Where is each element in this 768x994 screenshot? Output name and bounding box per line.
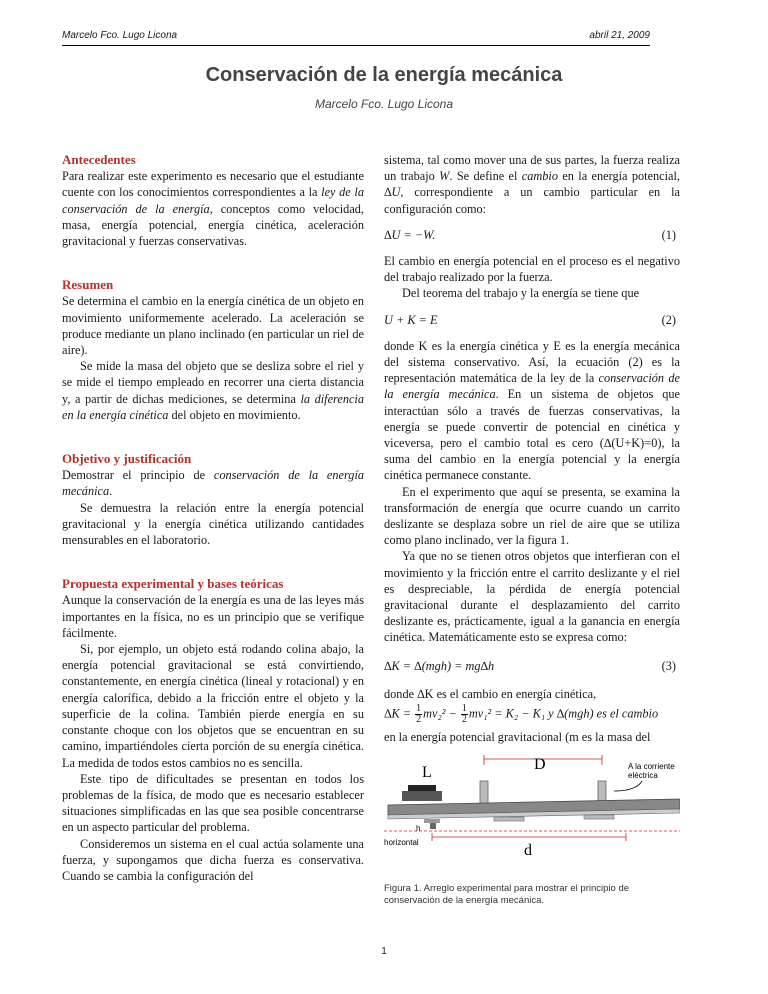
page-author: Marcelo Fco. Lugo Licona xyxy=(314,97,454,111)
paragraph-sistema: sistema, tal como mover una de sus partes, la fuerza realiza un trabajo W. Se define el cambio en la energía potencial, ∆U, correspondiente a un cambio particular en la configuración como: xyxy=(384,153,680,216)
block-h xyxy=(430,823,436,829)
paragraph-propuesta-2: Si, por ejemplo, un objeto está rodando colina abajo, la energía potencial gravitacional se está convirtiendo, constantemente, en energía cinética (lineal y rotacional) y en energía calorífica, debido a la fricción entre el objeto y la superficie de la colina. También pierde energía en su constante choque con los objetos que se encuentran en su camino, impartiéndoles cierta porción de su energía cinética. La medida de todos estos cambios no es sencilla. xyxy=(62,642,364,770)
equation-1: ∆U = −W. (1) xyxy=(384,227,676,242)
left-column xyxy=(62,152,364,884)
label-d: d xyxy=(524,842,532,860)
arrow-corriente xyxy=(614,781,642,791)
paragraph-teorema: Del teorema del trabajo y la energía se tiene que xyxy=(402,286,640,301)
paragraph-propuesta-3: Este tipo de dificultades se presentan en todos los problemas de la física, de modo que es necesario establecer situaciones simplificadas en las que sea posible concentrarse en un aspecto particular del problema. xyxy=(62,771,364,835)
label-h: h xyxy=(416,824,421,834)
paragraph-friccion: Ya que no se tienen otros objetos que interfieran con el movimiento y la fricción entre el carrito deslizante y el riel es despreciable, la pérdida de energía potencial gravitacional durante el desplazamiento del carrito deslizante es, prácticamente, igual a la ganancia en energía cinética. Matemáticamente esto se expresa como: xyxy=(384,549,680,645)
label-electrica: eléctrica xyxy=(628,771,658,781)
paragraph-cambio: El cambio en energía potencial en el proceso es el negativo del trabajo realizado por la fuerza. xyxy=(384,254,680,285)
figure-caption: Figura 1. Arreglo experimental para mostrar el principio de conservación de la energía mecánica. xyxy=(384,883,630,907)
heading-propuesta: Propuesta experimental y bases teóricas xyxy=(62,576,284,592)
header-rule xyxy=(62,45,650,46)
paragraph-objetivo-2: Se demuestra la relación entre la energía potencial gravitacional y la energía cinética utilizando cantidades mensurables en el laboratorio. xyxy=(62,500,364,548)
photogate-1 xyxy=(480,781,488,805)
paragraph-propuesta-4: Consideremos un sistema en el cual actúa solamente una fuerza, y supongamos que dicha fuerza es conservativa. Cuando se cambia la configuración del xyxy=(62,836,364,883)
figure-air-track xyxy=(384,751,680,881)
right-column xyxy=(384,152,680,907)
paragraph-resumen-2: Se mide la masa del objeto que se desliza sobre el riel y se mide el tiempo empleado en recorrer una cierta distancia y, a partir de dichas mediciones, se determina la diferencia en la energía cinética del objeto en movimiento. xyxy=(62,359,364,422)
paragraph-donde: donde K es la energía cinética y E es la energía mecánica del sistema conservativo. Así, la ecuación (2) es la representación matemática de la ley de la conservación de la energía mecánica. En un sistema de objetos que interactúan sólo a través de fuerzas conservativas, la energía se puede convertir de potencial en cinética y viceversa, pero el cambio total es cero (∆(U+K)=0), la suma del cambio en la energía potencial y la energía cinética permanece constante. xyxy=(384,338,680,483)
page-title: Conservación de la energía mecánica xyxy=(205,64,563,86)
paragraph-objetivo-1: Demostrar el principio de conservación de la energía mecánica. xyxy=(62,468,365,499)
equation-2: U + K = E (2) xyxy=(384,312,676,327)
paragraph-experimento: En el experimento que aquí se presenta, se examina la transformación de energía que ocurre cuando un carrito deslizante se desplaza sobre un riel de aire que se utiliza como plano inclinado, ver la figura 1. xyxy=(384,484,680,548)
heading-antecedentes: Antecedentes xyxy=(62,152,136,167)
label-horizontal: horizontal xyxy=(384,838,419,848)
heading-objetivo: Objetivo y justificación xyxy=(62,451,192,467)
equation-3: ∆K = ∆(mgh) = mg∆h (3) xyxy=(384,658,676,673)
label-L: L xyxy=(422,764,432,782)
paragraph-potencial: en la energía potencial gravitacional (m es la masa del xyxy=(384,730,651,745)
header-date: abril 21, 2009 xyxy=(589,30,650,41)
cart-body xyxy=(402,791,442,801)
paragraph-propuesta-1: Aunque la conservación de la energía es una de las leyes más importantes en la física, no es un principio que se verifique fácilmente. xyxy=(62,593,364,640)
header-author: Marcelo Fco. Lugo Licona xyxy=(62,30,178,41)
label-D: D xyxy=(534,756,546,774)
page-number: 1 xyxy=(381,946,387,957)
heading-resumen: Resumen xyxy=(62,277,114,293)
paragraph-resumen-1: Se determina el cambio en la energía cinética de un objeto en movimiento uniformemente acelerado. La aceleración se produce mediante un plano inclinado (en particular un riel de aire). xyxy=(62,294,364,358)
equation-4: ∆K = $\frac{1}{2}$ mv₂² − $\frac{1}{2}$ mv₁² = K₂ − K₁ y ∆(mgh) es el cambio xyxy=(384,703,659,726)
paragraph-antecedentes: Para realizar este experimento es necesario que el estudiante cuente con los conocimientos correspondientes a la ley de la conservación de la energía, conceptos como velocidad, masa, energía potencial, energía cinética, aceleración gravitacional y fuerzas conservativas. xyxy=(62,169,364,249)
cart-flag xyxy=(408,785,436,791)
paragraph-delta-k: donde ∆K es el cambio en energía cinética, xyxy=(384,686,597,701)
label-corriente: A la corriente xyxy=(628,762,675,772)
